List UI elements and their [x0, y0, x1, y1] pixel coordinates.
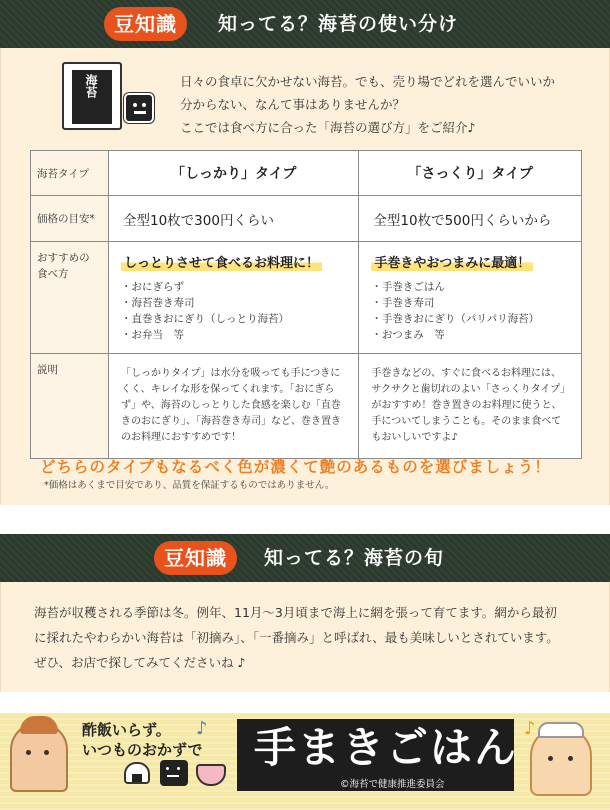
section2-text — [34, 600, 594, 675]
column-header-shikkari: 「しっかり」タイプ — [109, 151, 359, 196]
selection-tip: どちらのタイプもなるべく色が濃くて艶のあるものを選びましょう！ — [40, 458, 551, 476]
banner-credit: ©海苔で健康推進委員会 — [340, 779, 445, 790]
banner-slogan-line1: 酢飯いらず。 — [82, 721, 171, 739]
description-shikkari: 「しっかりタイプ」は水分を吸っても手につきにくく、キレイな形を保ってくれます。「おにぎらず」や、海苔のしっとりした食感を楽しむ「直巻きのおにぎり」、「海苔巻き寿司」など、巻き置きのお料理におすすめです！ — [109, 354, 359, 459]
price-sakkuri: 全型10枚で500円くらいから — [359, 196, 582, 242]
list-item: ・直巻きおにぎり（しっとり海苔） — [121, 313, 289, 325]
column-header-sakkuri: 「さっくり」タイプ — [359, 151, 582, 196]
package-label: 海苔 — [84, 74, 98, 98]
recommended-title-shikkari: しっとりさせて食べるお料理に！ — [121, 252, 322, 271]
section1-badge: 豆知識 — [104, 7, 187, 41]
intro-line: 日々の食卓に欠かせない海苔。でも、売り場でどれを選んでいいか — [180, 74, 556, 89]
music-note-icon: ♪ — [196, 718, 208, 739]
recommended-shikkari — [109, 242, 359, 354]
list-item: ・お弁当 等 — [121, 329, 184, 341]
price-shikkari: 全型10枚で300円くらい — [109, 196, 359, 242]
music-note-icon: ♪ — [524, 718, 536, 739]
nori-sheet-icon — [160, 760, 188, 786]
intro-line: 分からない、なんて事はありませんか？ — [180, 97, 406, 112]
rice-ball-icon — [124, 762, 150, 784]
row-header-recommended-label: おすすめの食べ方 — [37, 252, 90, 280]
section1-title: 知ってる？海苔の使い分け — [218, 13, 459, 35]
row-header-price: 価格の目安* — [31, 196, 109, 242]
row-header-type: 海苔タイプ — [31, 151, 109, 196]
list-item: ・手巻き寿司 — [371, 297, 435, 309]
list-item: ・海苔巻き寿司 — [121, 297, 195, 309]
season-line: 海苔が収穫される季節は冬。例年、11月〜3月頃まで海上に網を張って育てます。網から最初 — [34, 605, 557, 620]
intro-line: ここでは食べ方に合った「海苔の選び方」をご紹介♪ — [180, 120, 476, 135]
section2-badge: 豆知識 — [154, 541, 237, 575]
banner-title: 手まきごはん — [254, 723, 519, 772]
section2-title: 知ってる？海苔の旬 — [264, 547, 445, 569]
season-line: に採れたやわらかい海苔は「初摘み」、「一番摘み」と呼ばれ、最も美味しいとされています。 — [34, 630, 559, 645]
recommended-list-sakkuri — [371, 279, 569, 343]
row-header-recommended — [31, 242, 109, 354]
nori-character-icon — [124, 93, 154, 123]
nori-package-illustration — [62, 62, 122, 130]
section1-header-bar — [0, 0, 610, 48]
row-header-description: 説明 — [31, 354, 109, 459]
recommended-title-sakkuri: 手巻きやおつまみに最適！ — [371, 252, 533, 271]
recommended-sakkuri — [359, 242, 582, 354]
price-footnote: *価格はあくまで目安であり、品質を保証するものではありません。 — [44, 480, 335, 491]
character-left-illustration — [10, 722, 68, 792]
season-line: ぜひ、お店で探してみてくださいね ♪ — [34, 655, 246, 670]
list-item: ・おにぎらず — [121, 281, 184, 293]
list-item: ・手巻きおにぎり（パリパリ海苔） — [371, 313, 540, 325]
list-item: ・手巻きごはん — [371, 281, 445, 293]
section1-intro — [180, 70, 590, 139]
nori-comparison-table — [30, 150, 582, 459]
list-item: ・おつまみ 等 — [371, 329, 445, 341]
section2-header-bar — [0, 534, 610, 582]
description-sakkuri: 手巻きなどの、すぐに食べるお料理には、サクサクと歯切れのよい「さっくりタイプ」がおすすめ！巻き置きのお料理に使うと、手についてしまうことも。そのまま食べてもおいしいですよ♪ — [359, 354, 582, 459]
banner-slogan — [82, 720, 202, 760]
recommended-list-shikkari — [121, 279, 346, 343]
banner-slogan-line2: いつものおかずで — [82, 741, 203, 759]
character-right-illustration — [530, 726, 592, 796]
